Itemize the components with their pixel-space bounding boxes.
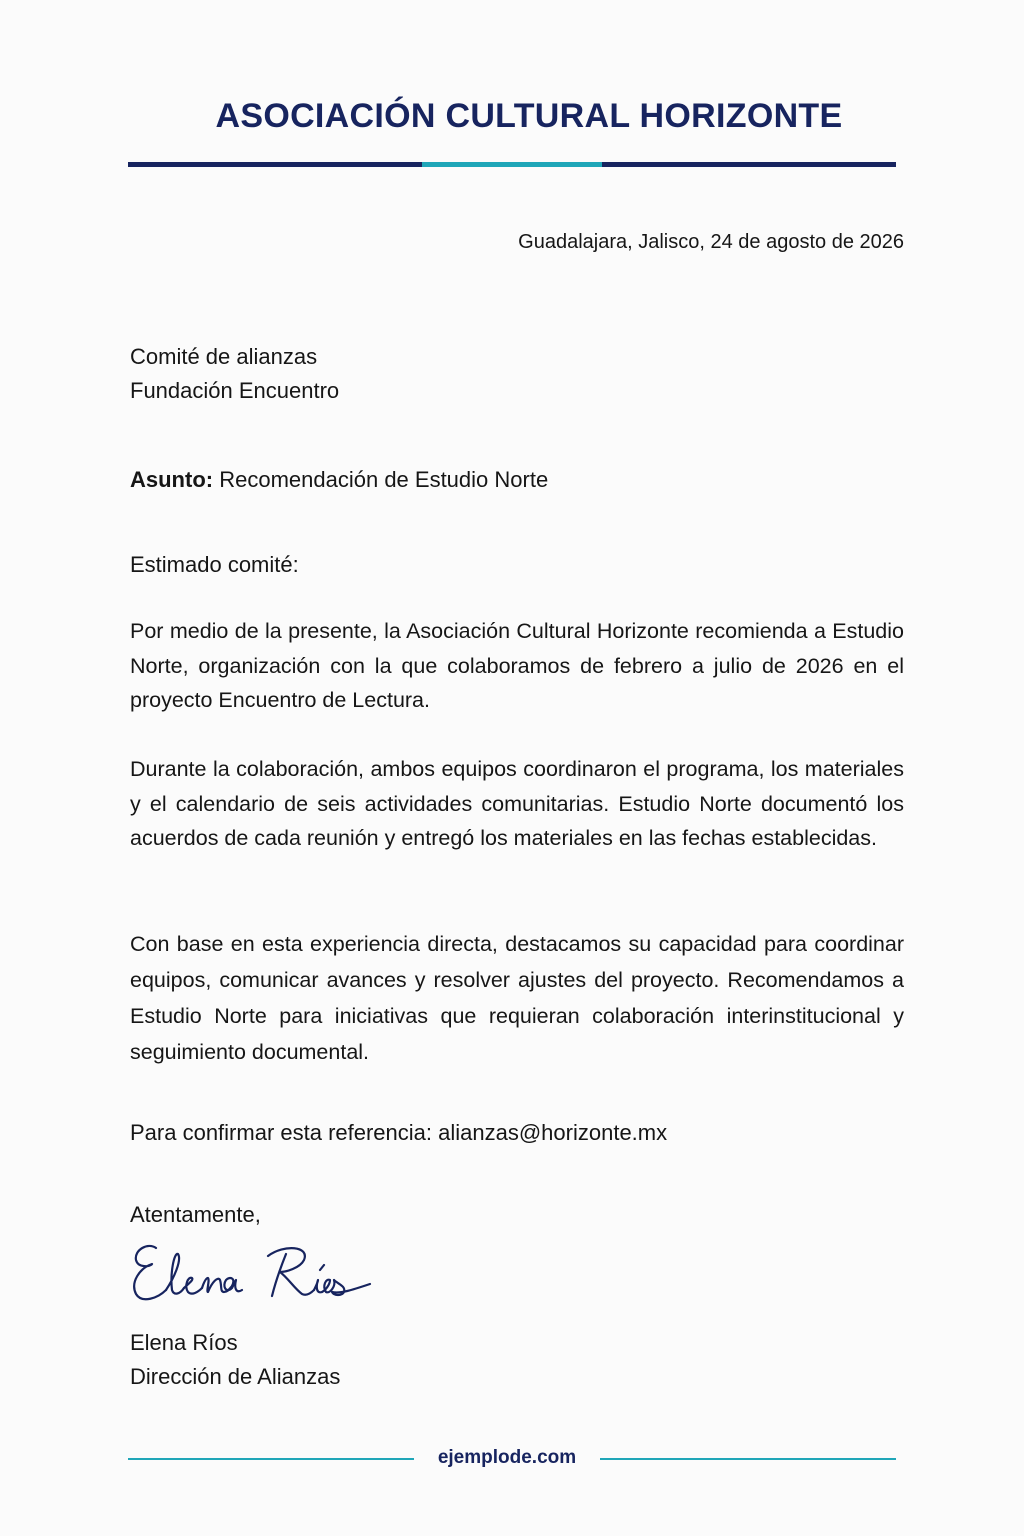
organization-title: ASOCIACIÓN CULTURAL HORIZONTE [215, 97, 843, 135]
subject-text: Recomendación de Estudio Norte [219, 467, 549, 492]
recipient-line-2: Fundación Encuentro [130, 378, 340, 403]
recipient-line-1: Comité de alianzas [130, 344, 318, 369]
handwritten-signature [126, 1234, 386, 1312]
closing-phrase: Atentamente, [130, 1202, 261, 1227]
header-divider-navy-right [602, 162, 896, 167]
body-paragraph-2: Durante la colaboración, ambos equipos coordinaron el programa, los materiales y el calendario de seis actividades comunitarias. Estudio Norte documentó los acuerdos de cada reunión y entregó los materiales en las fechas establecidas. [130, 757, 904, 850]
footer-divider-left [128, 1458, 414, 1460]
body-paragraph-1: Por medio de la presente, la Asociación Cultural Horizonte recomienda a Estudio Norte, organización con la que colaboramos de febrero a julio de 2026 en el proyecto Encuentro de Lectura. [130, 619, 904, 712]
body-paragraph-3: Con base en esta experiencia directa, destacamos su capacidad para coordinar equipos, comunicar avances y resolver ajustes del proyecto. Recomendamos a Estudio Norte para iniciativas que requieran colaboración interinstitucional y seguimiento documental. [130, 932, 904, 1064]
signer-block [130, 1326, 340, 1394]
header-divider-navy-left [128, 162, 422, 167]
letter-date: Guadalajara, Jalisco, 24 de agosto de 2026 [518, 231, 904, 253]
header-divider [128, 162, 896, 167]
salutation: Estimado comité: [130, 552, 299, 577]
signer-title: Dirección de Alianzas [130, 1364, 341, 1389]
subject-line [130, 465, 548, 495]
subject-label: Asunto: [130, 467, 214, 492]
footer-divider-right [600, 1458, 896, 1460]
recipient-block [130, 340, 339, 408]
header-divider-teal-accent [422, 162, 602, 167]
signer-name: Elena Ríos [130, 1330, 238, 1355]
confirmation-contact: Para confirmar esta referencia: alianzas@horizonte.mx [130, 1120, 668, 1145]
footer-website: ejemplode.com [437, 1447, 577, 1468]
